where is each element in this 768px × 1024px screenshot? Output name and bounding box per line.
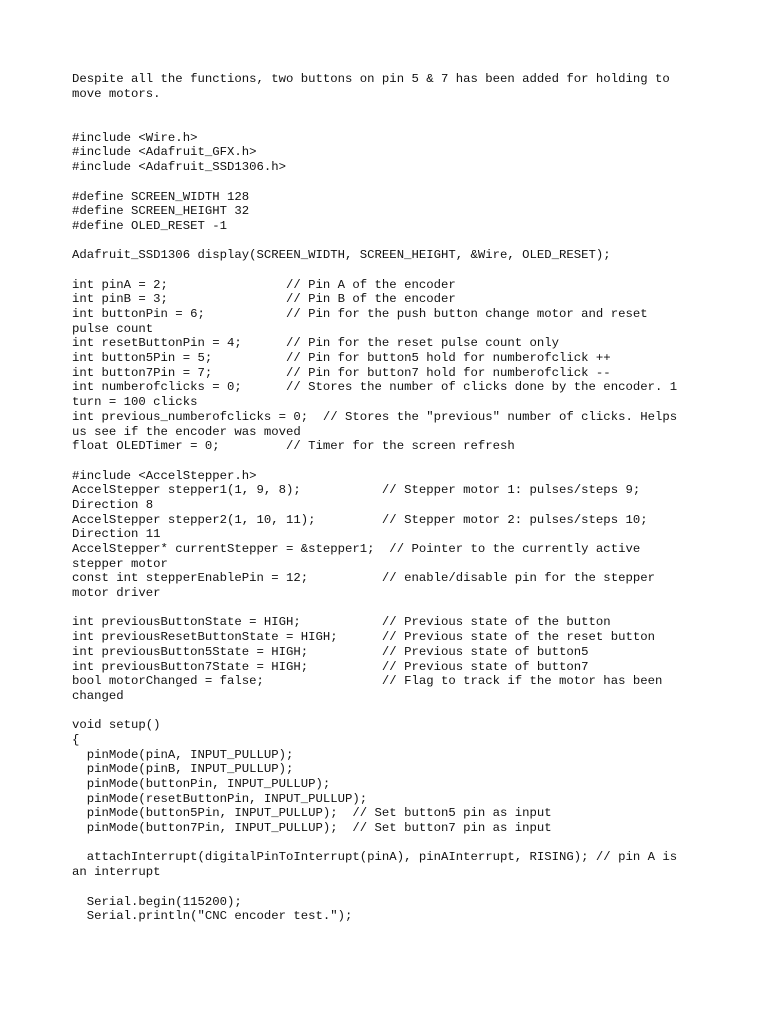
code-line: Direction 11 [72, 527, 161, 542]
code-line: #define SCREEN_WIDTH 128 [72, 189, 250, 204]
code-line: pinMode(resetButtonPin, INPUT_PULLUP); [72, 791, 368, 806]
code-line: int previous_numberofclicks = 0; // Stores the "previous" number of clicks. Helps [72, 409, 678, 424]
code-line: us see if the encoder was moved [72, 424, 301, 439]
code-line: changed [72, 688, 124, 703]
code-line: bool motorChanged = false; // Flag to track if the motor has been [72, 674, 663, 689]
code-line: pinMode(button7Pin, INPUT_PULLUP); // Set button7 pin as input [72, 821, 552, 836]
code-line: const int stepperEnablePin = 12; // enable/disable pin for the stepper [72, 571, 655, 586]
code-listing [72, 72, 702, 924]
code-line: int pinB = 3; // Pin B of the encoder [72, 292, 456, 307]
code-line: Serial.println("CNC encoder test."); [72, 909, 353, 924]
code-line: int previousButton7State = HIGH; // Previous state of button7 [72, 659, 589, 674]
code-line: #include <Wire.h> [72, 130, 198, 145]
code-line: { [72, 732, 80, 747]
code-line [72, 880, 702, 895]
code-line: #include <Adafruit_GFX.h> [72, 145, 257, 160]
code-line [72, 175, 702, 190]
code-line: int previousButtonState = HIGH; // Previous state of the button [72, 615, 611, 630]
intro-text-line: move motors. [72, 86, 161, 101]
code-line: Adafruit_SSD1306 display(SCREEN_WIDTH, SCREEN_HEIGHT, &Wire, OLED_RESET); [72, 248, 611, 263]
code-line: int numberofclicks = 0; // Stores the number of clicks done by the encoder. 1 [72, 380, 678, 395]
intro-text-line: Despite all the functions, two buttons on pin 5 & 7 has been added for holding to [72, 72, 670, 86]
code-line: int button5Pin = 5; // Pin for button5 hold for numberofclick ++ [72, 351, 611, 366]
code-line [72, 454, 702, 469]
code-line: pinMode(pinA, INPUT_PULLUP); [72, 747, 294, 762]
code-line: attachInterrupt(digitalPinToInterrupt(pinA), pinAInterrupt, RISING); // pin A is [72, 850, 678, 865]
code-line: turn = 100 clicks [72, 395, 198, 410]
code-line: int buttonPin = 6; // Pin for the push button change motor and reset [72, 307, 648, 321]
code-line: void setup() [72, 718, 161, 733]
code-line: #define OLED_RESET -1 [72, 218, 227, 233]
code-line: an interrupt [72, 865, 161, 880]
code-line: int previousResetButtonState = HIGH; // Previous state of the reset button [72, 630, 655, 645]
code-line [72, 601, 702, 616]
code-line: #include <Adafruit_SSD1306.h> [72, 160, 287, 175]
code-line [72, 704, 702, 719]
code-line: int previousButton5State = HIGH; // Previous state of button5 [72, 644, 589, 659]
code-line [72, 116, 702, 131]
code-line: Serial.begin(115200); [72, 894, 242, 909]
code-line [72, 234, 702, 249]
code-line [72, 101, 702, 116]
code-line: pinMode(button5Pin, INPUT_PULLUP); // Set button5 pin as input [72, 806, 552, 821]
code-line: stepper motor [72, 556, 168, 571]
code-line: AccelStepper stepper2(1, 10, 11); // Stepper motor 2: pulses/steps 10; [72, 512, 648, 527]
code-line: #include <AccelStepper.h> [72, 468, 257, 483]
code-line: int pinA = 2; // Pin A of the encoder [72, 277, 456, 292]
code-line: pinMode(buttonPin, INPUT_PULLUP); [72, 777, 331, 791]
code-line: AccelStepper* currentStepper = &stepper1; // Pointer to the currently active [72, 542, 641, 556]
code-line [72, 836, 702, 851]
code-line: AccelStepper stepper1(1, 9, 8); // Stepper motor 1: pulses/steps 9; [72, 483, 641, 498]
code-line: #define SCREEN_HEIGHT 32 [72, 204, 250, 219]
code-line: int resetButtonPin = 4; // Pin for the reset pulse count only [72, 336, 560, 351]
code-line: float OLEDTimer = 0; // Timer for the screen refresh [72, 439, 515, 454]
code-line: int button7Pin = 7; // Pin for button7 hold for numberofclick -- [72, 365, 611, 380]
code-line: motor driver [72, 586, 161, 601]
code-line: pulse count [72, 321, 154, 336]
code-line: pinMode(pinB, INPUT_PULLUP); [72, 762, 294, 777]
code-line: Direction 8 [72, 497, 154, 512]
code-line [72, 263, 702, 278]
